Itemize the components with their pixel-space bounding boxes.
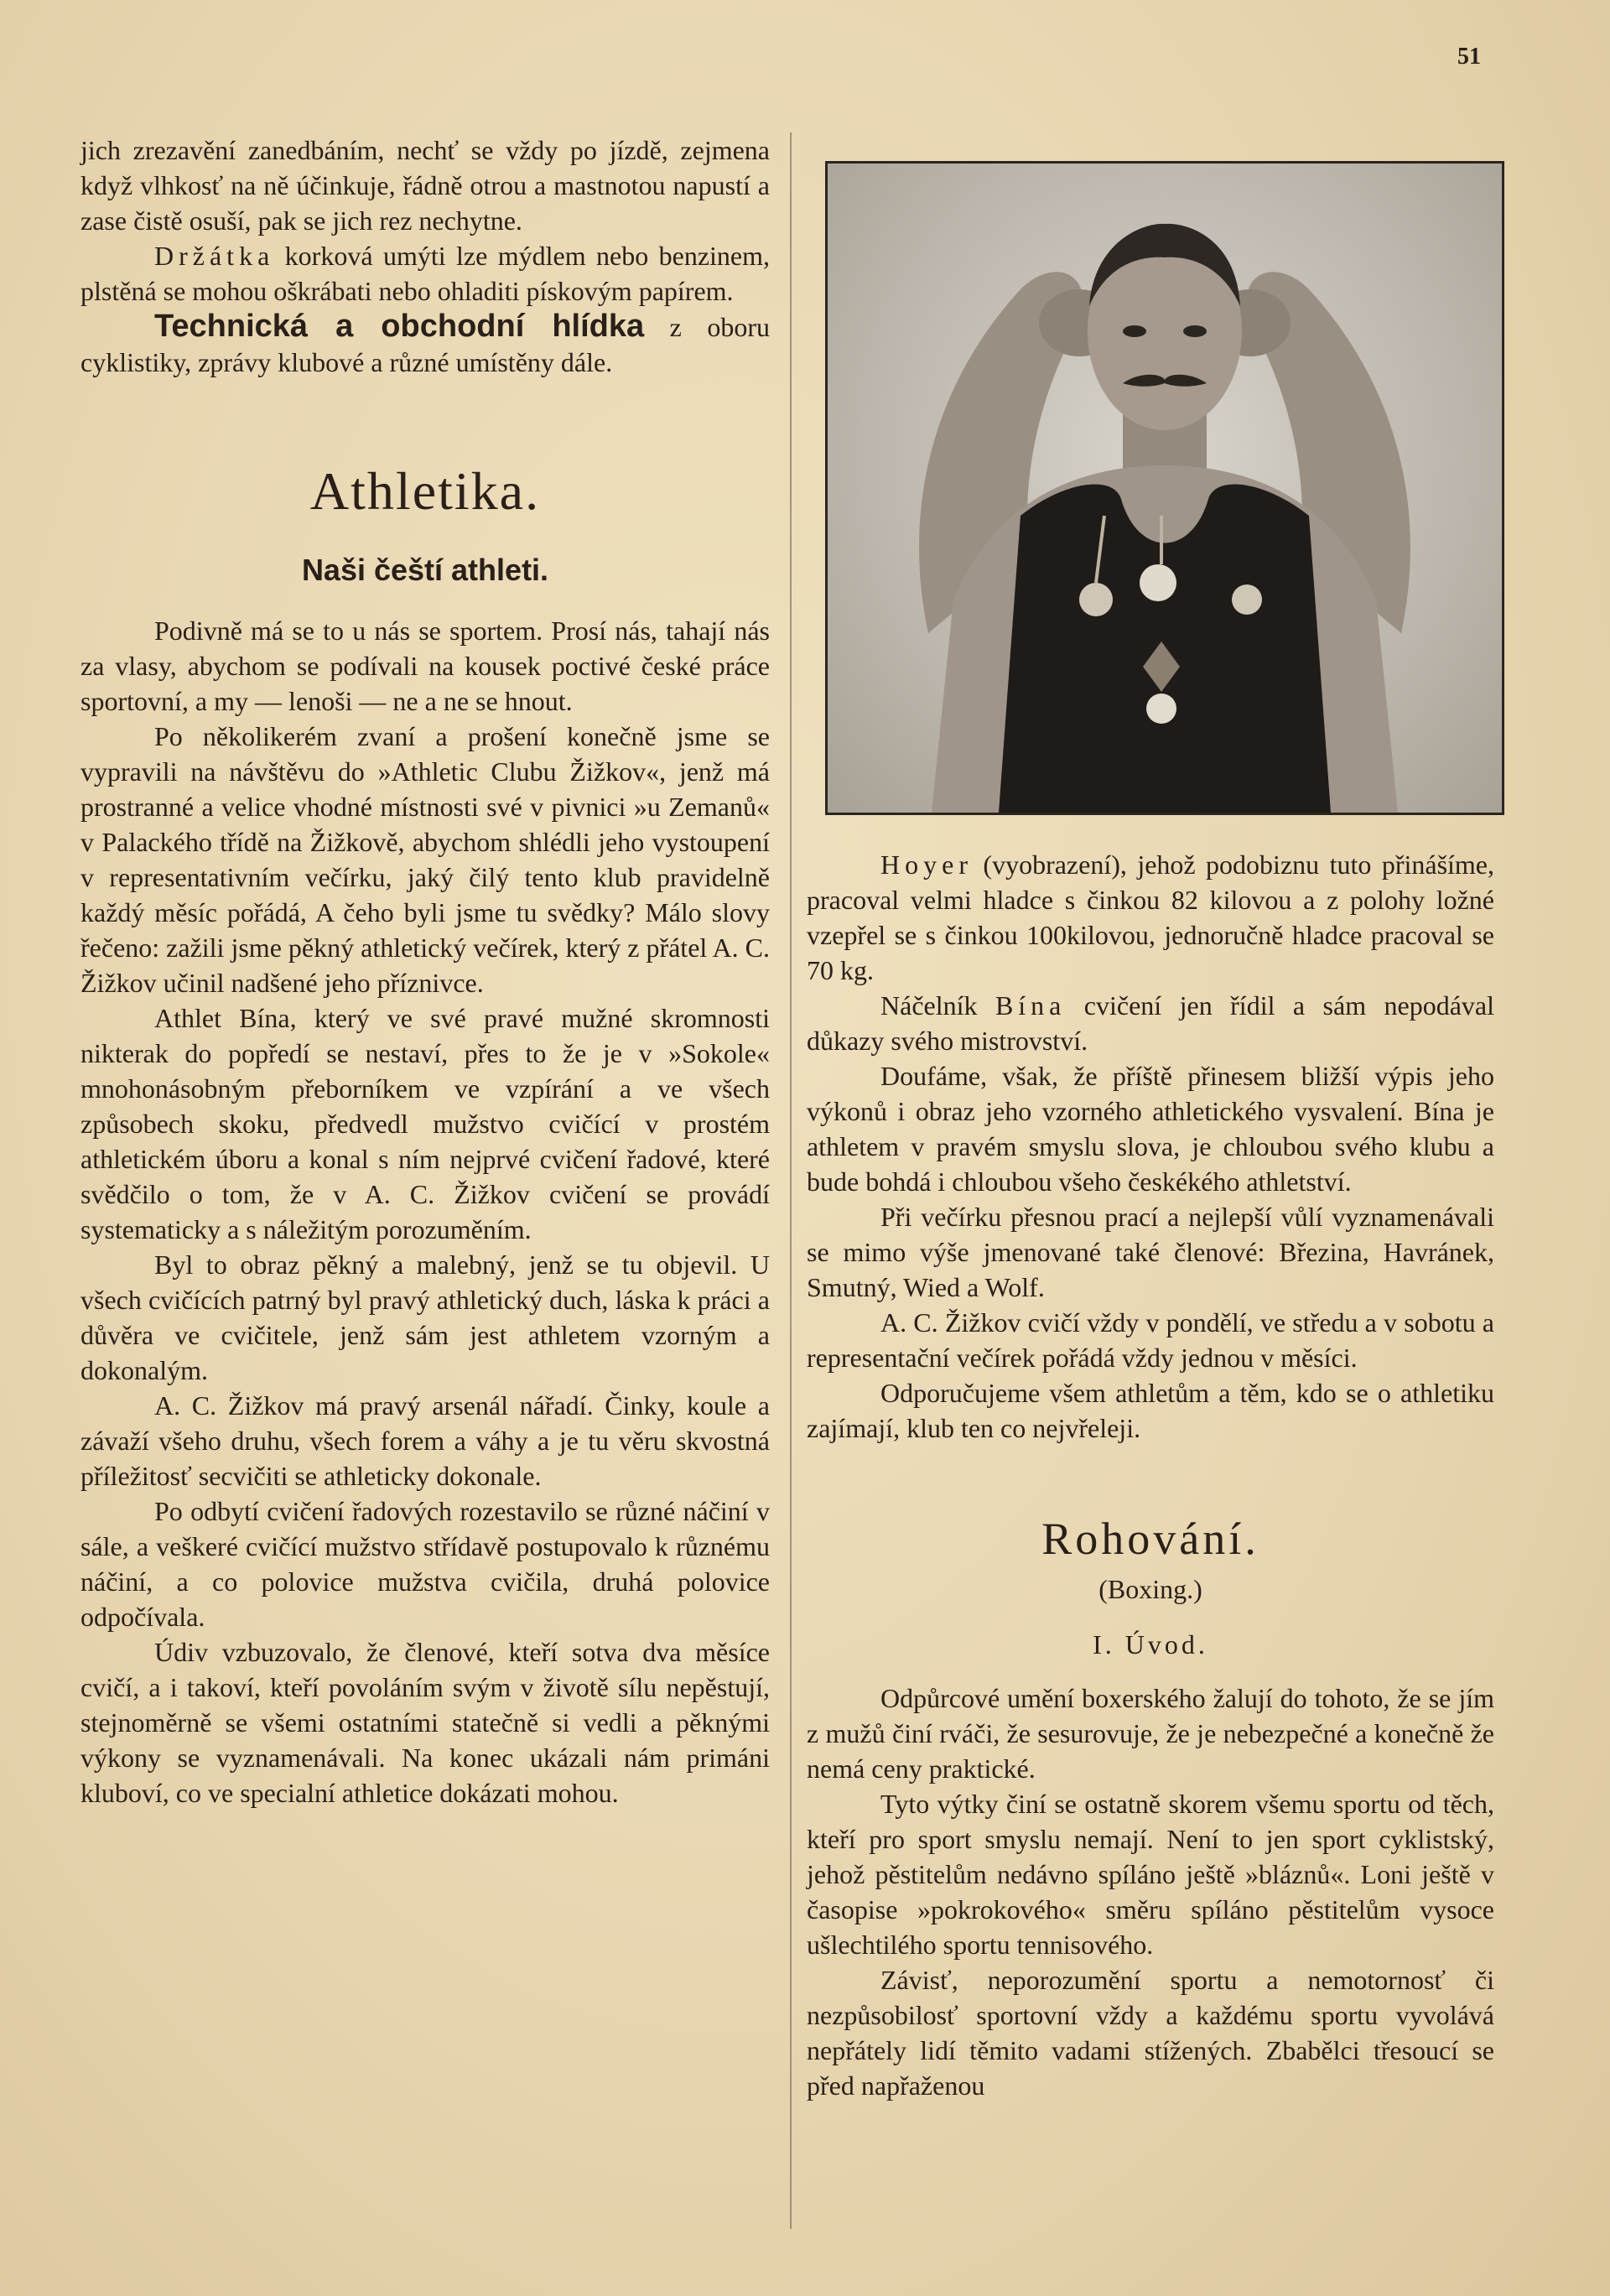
athlete-portrait-photo [825,161,1504,815]
article-paragraph: Podivně má se to u nás se sportem. Prosí nás, tahají nás za vlasy, abychom se podívali na kousek poctivé české práce sportovní, a my — lenoši — ne a ne se hnout. [80,616,770,716]
left-column [80,132,770,1810]
section-title-athletika: Athletika. [309,461,541,521]
bold-heading-inline: Technická a obchodní hlídka [154,309,645,344]
page-number: 51 [1457,44,1481,70]
paragraph-text: (vyobrazení), jehož podobiznu tuto přinášíme, pracoval velmi hladce s činkou 82 kilovou a z polohy ložné vzepřel se s činkou 100kilovou, jednoručně hladce pracoval se 70 kg. [807,849,1494,985]
subsection-heading-uvod: I. Úvod. [1093,1629,1208,1660]
right-column [807,847,1494,2103]
article-paragraph: Po odbytí cvičení řadových rozestavilo se různé náčiní v sále, a veškeré cvičící mužstvo střídavě postupovalo k různému náčiní, a co polovice mužstva cvičila, druhá polovice odpočívala. [80,1496,770,1632]
paragraph-text: cvičení jen řídil a sám nepodával důkazy svého mistrovství. [807,990,1495,1056]
paragraph-nacelnik [807,988,1494,1058]
spaced-term: Bína [995,990,1067,1021]
article-paragraph: Při večírku přesnou prací a nejlepší vůlí vyznamenávali se mimo výše jmenované také členové: Březina, Havránek, Smutný, Wied a Wolf. [807,1202,1494,1302]
article-paragraph: Doufáme, však, že příště přinesem bližší výpis jeho výkonů i obraz jeho vzorného athletického vysvalení. Bína je athletem v pravém smyslu slova, je chloubou svého klubu a bude bohdá i chloubou všeho českékého athletství. [807,1061,1494,1197]
article-paragraph: Byl to obraz pěkný a malebný, jenž se tu objevil. U všech cvičících patrný byl pravý athletický duch, láska k práci a důvěra ve cvičitele, jenž sám jest athletem vzorným a dokonalým. [80,1249,770,1385]
article-paragraph: Odporučujeme všem athletům a těm, kdo se o athletiku zajímají, klub ten co nejvřeleji. [807,1378,1494,1443]
column-divider [790,132,792,2229]
article-paragraph: Závisť, neporozumění sportu a nemotornosť či nezpůsobilosť sportovní vždy a každému sportu vyvolává nepřátely lidí těmito vadami stížených. Zbabělci třesoucí se před napřaženou [807,1965,1494,2101]
article-subtitle: Naši čeští athleti. [301,553,549,587]
paragraph-drzatka [80,238,770,309]
article-paragraph: A. C. Žižkov má pravý arsenál nářadí. Činky, koule a závaží všeho druhu, všech forem a váhy a je tu věru skvostná příležitosť secvičiti se athleticky dokonale. [80,1390,770,1491]
photo-caption-paragraph [807,847,1494,988]
article-paragraph: Odpůrcové umění boxerského žalují do tohoto, že se jím z mužů činí rváči, že sesurovuje, že je nebezpečné a konečně že nemá ceny praktické. [807,1683,1494,1784]
athlete-name: Hoyer [880,849,973,880]
paragraph-text: z oboru cyklistiky, zprávy klubové a různé umístěny dále. [80,312,771,377]
continued-paragraph: jich zrezavění zanedbáním, nechť se vždy po jízdě, zejmena když vlhkosť na ně účinkuje, řádně otrou a mastnotou napustí a zase čistě osuší, pak se jich rez nechytne. [80,135,770,236]
paragraph-text: korková umýti lze mýdlem nebo benzinem, plstěná se mohou oškrábati nebo ohladiti pískovým papírem. [80,241,770,306]
article-paragraph: Tyto výtky činí se ostatně skorem všemu sportu od těch, kteří pro sport smyslu nemají. Není to jen sport cyklistský, jehož pěstitelům nedávno spíláno ještě »bláznů«. Loni ještě v časopise »pokrokového« směru spíláno pěstitelům vysoce ušlechtilého sportu tennisového. [807,1789,1494,1960]
article-paragraph: Po několikerém zvaní a prošení konečně jsme se vypravili na návštěvu do »Athletic Clubu Žižkov«, jenž má prostranné a velice vhodné místnosti své v pivnici »u Zemanů« v Palackého třídě na Žižkově, abychom shlédli jeho vystoupení v representativním večírku, jaký čilý tento klub pravidelně každý měsíc pořádá, A čeho byli jsme tu svědky? Málo slovy řečeno: zažili jsme pěkný athletický večírek, který z přátel A. C. Žižkov učinil nadšené jeho příznivce. [80,721,770,998]
article-body-left [80,613,770,1810]
spaced-term: Držátka [154,241,275,271]
paragraph-hlidka [80,309,770,380]
athlete-portrait-illustration [828,164,1502,813]
article-paragraph: A. C. Žižkov cvičí vždy v pondělí, ve středu a v sobotu a representační večírek pořádá vždy jednou v měsíci. [807,1307,1494,1373]
paragraph-text: Náčelník [880,990,995,1021]
article-paragraph: Athlet Bína, který ve své pravé mužné skromnosti nikterak do popředí se nestaví, přes to že je v »Sokole« mnohonásobným přeborníkem ve vzpírání a ve všech způsobech skoku, předvedl mužstvo cvičící v prostém athletickém úboru a konal s ním nejprvé cvičení řadové, které svědčilo o tom, že v A. C. Žižkov cvičení se provádí systematicky a s náležitým porozuměním. [80,1003,770,1244]
section-title-rohovani: Rohování. [1041,1514,1259,1564]
article-paragraph: Údiv vzbuzovalo, že členové, kteří sotva dva měsíce cvičí, a i takoví, kteří povoláním svým v životě sílu nepěstují, stejnoměrně se všemi ostatními statečně si vedli a pěknými výkony se vyznamenávali. Na konec ukázali nám primáni kluboví, co ve specialní athletice dokázati mohou. [80,1637,770,1808]
section-subtitle-boxing: (Boxing.) [1098,1574,1202,1604]
